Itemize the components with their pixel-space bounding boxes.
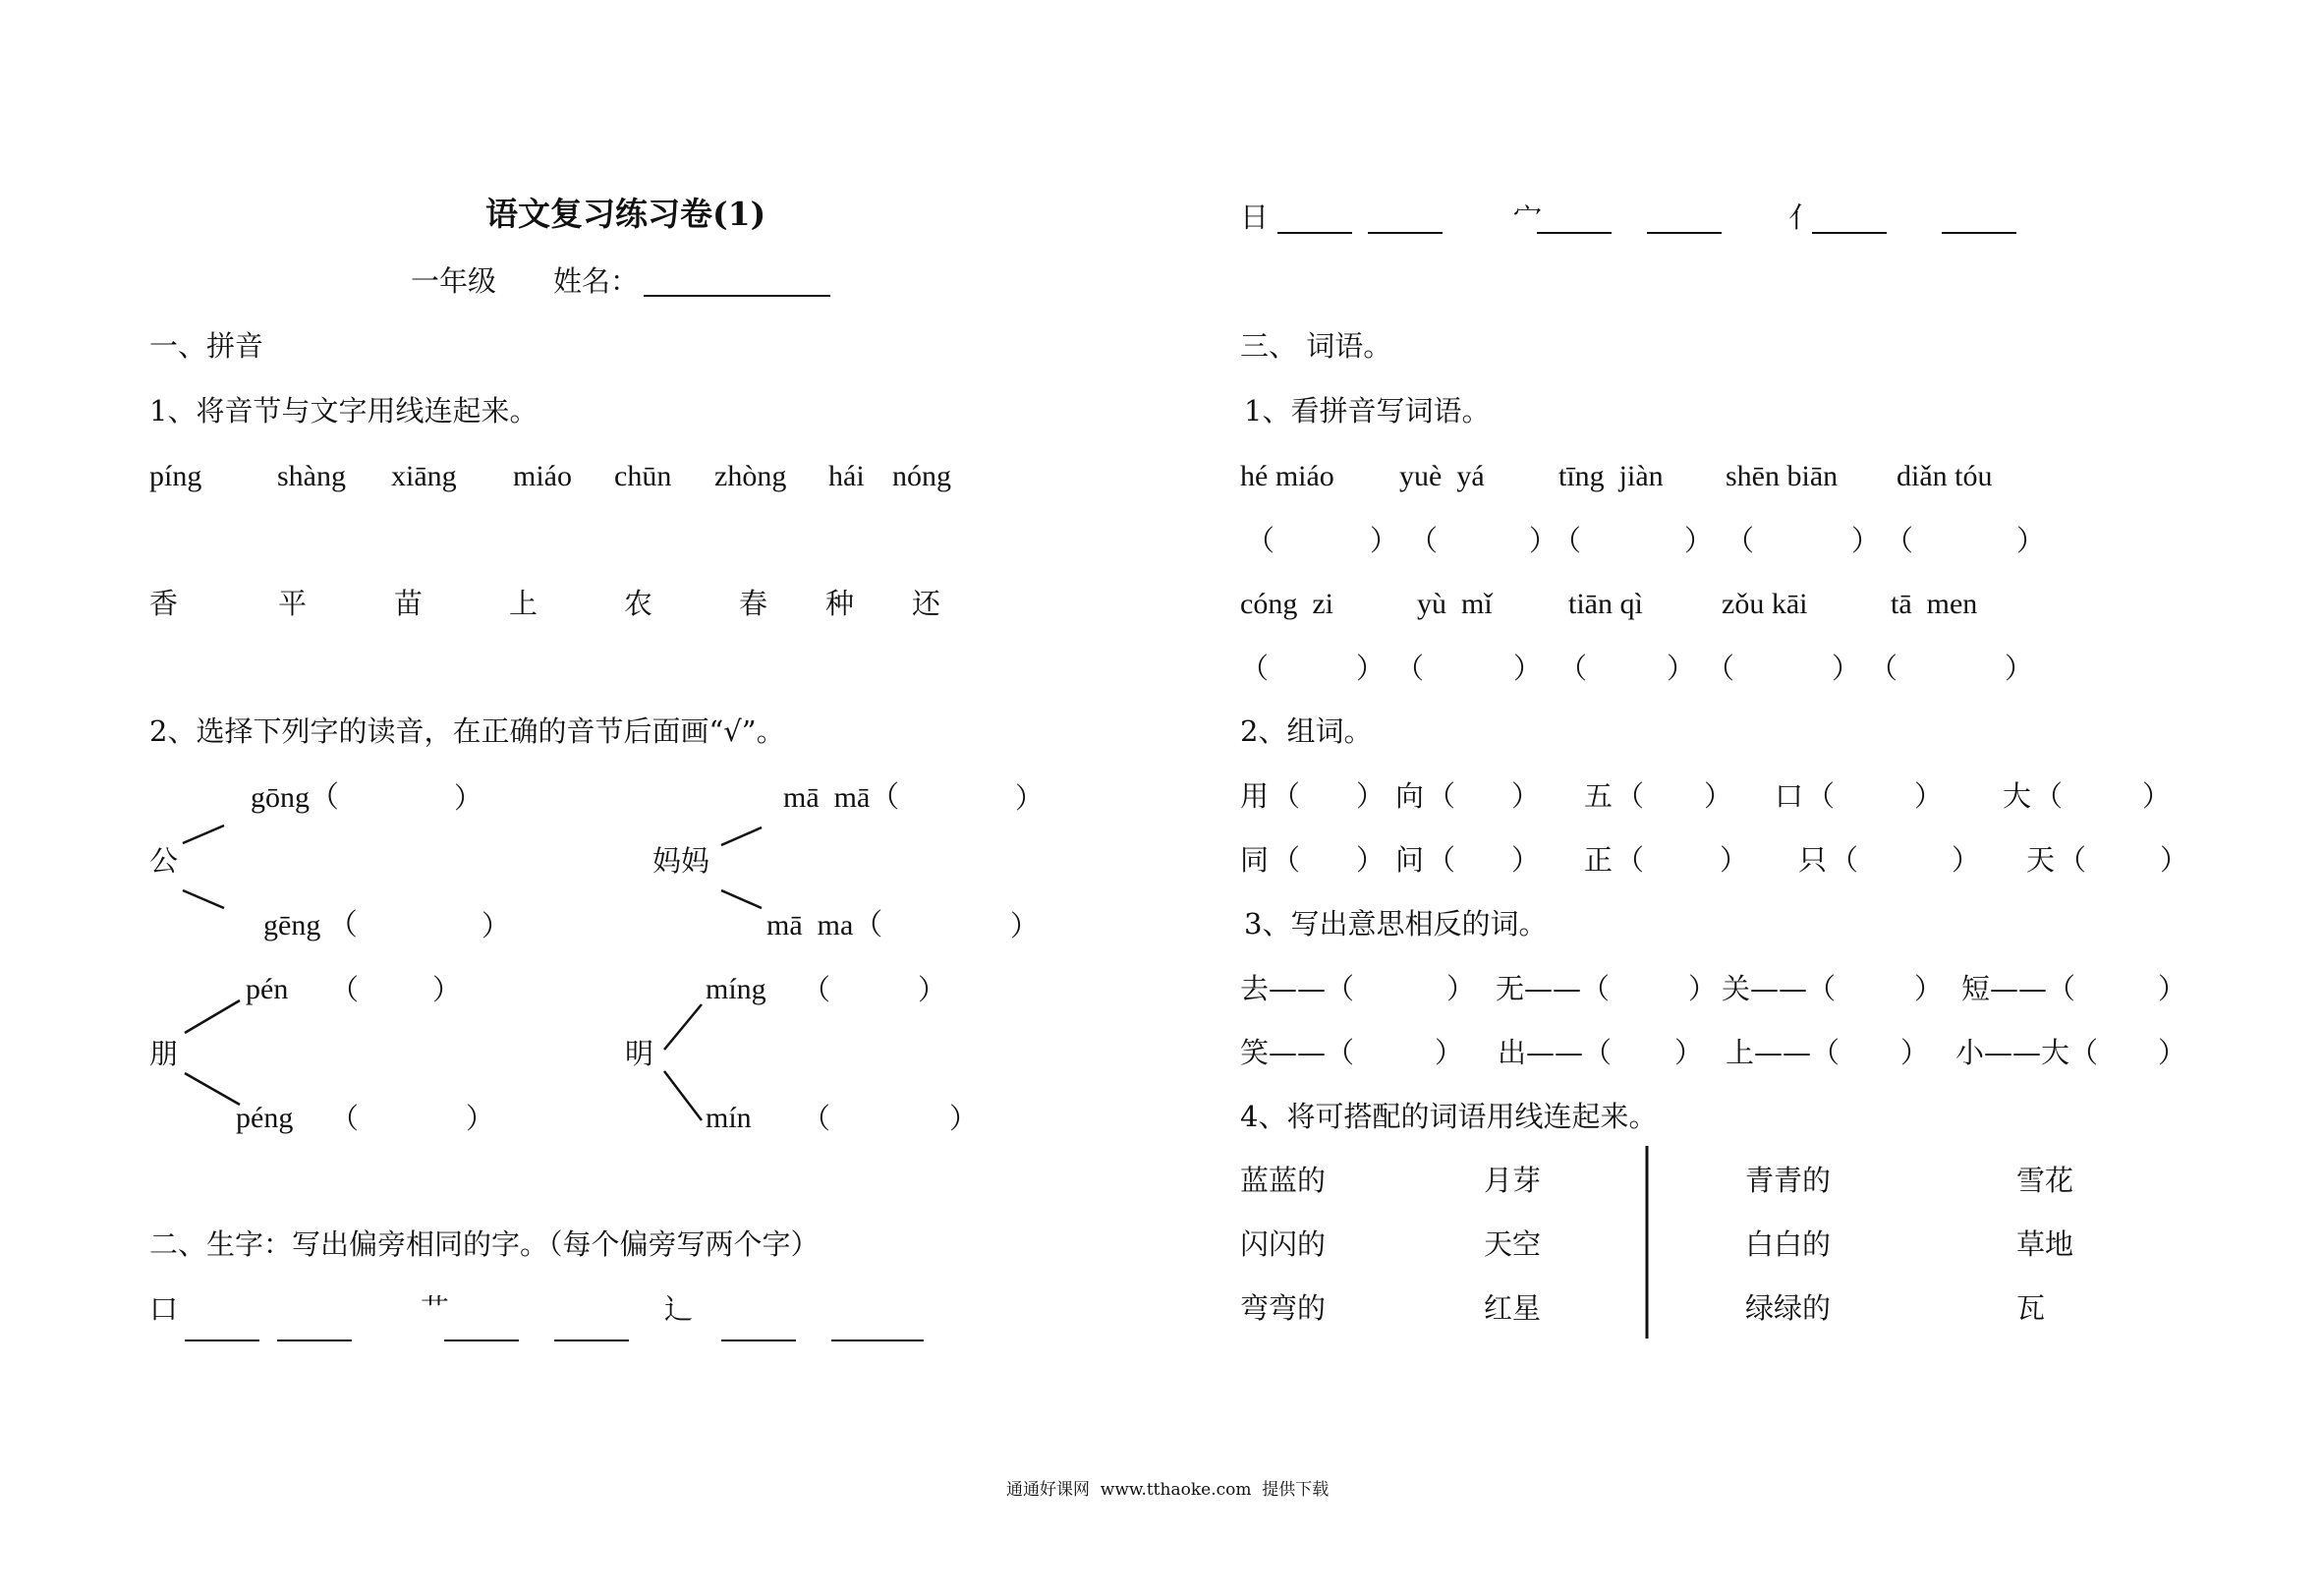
- char-mama: 妈妈: [652, 844, 710, 878]
- pinyin-item: xiāng: [391, 460, 457, 492]
- paren-close: ）: [1684, 524, 1714, 557]
- zuci-char: 同: [1240, 843, 1270, 877]
- section-2-heading: 二、生字：写出偏旁相同的字。（每个偏旁写两个字）: [149, 1227, 820, 1261]
- char-peng: 朋: [149, 1037, 179, 1070]
- antonym-item: 小——大（: [1955, 1036, 2099, 1069]
- paren-close: ）: [1511, 779, 1541, 813]
- pinyin-item: hái: [828, 460, 865, 492]
- pinyin-item: zhòng: [714, 460, 787, 492]
- radical-chuo: 辶: [664, 1292, 694, 1326]
- branch-line: [183, 890, 224, 908]
- paren-close: ）: [481, 909, 511, 942]
- branch-line: [721, 890, 762, 908]
- match-word: 瓦: [2016, 1291, 2046, 1325]
- question-1-1: 1、将音节与文字用线连起来。: [149, 394, 538, 428]
- paren-open: （: [330, 973, 360, 1006]
- paren-close: ）: [2158, 1036, 2187, 1069]
- paren-close: ）: [1914, 972, 1944, 1005]
- paren-close: ）: [1529, 524, 1558, 557]
- option-ming: míng: [706, 973, 766, 1005]
- pinyin-item: shàng: [277, 460, 346, 492]
- pinyin-word: tiān qì: [1568, 588, 1643, 620]
- paren-close: ）: [454, 781, 483, 815]
- branch-line: [183, 826, 224, 843]
- match-word: 雪花: [2016, 1164, 2074, 1197]
- antonym-item: 短——（: [1961, 972, 2076, 1005]
- paren-close: ）: [1513, 652, 1543, 685]
- pinyin-word: shēn biān: [1726, 460, 1839, 492]
- question-3-4: 4、将可搭配的词语用线连起来。: [1240, 1100, 1658, 1133]
- option-min: mín: [706, 1102, 752, 1134]
- match-word: 青青的: [1745, 1164, 1832, 1197]
- paren-open: （: [1806, 779, 1836, 813]
- match-word: 绿绿的: [1745, 1291, 1832, 1325]
- paren-close: ）: [1952, 843, 1981, 877]
- match-word: 月芽: [1484, 1164, 1542, 1197]
- paren-open: （: [1395, 652, 1425, 685]
- radical-kou: 口: [149, 1292, 179, 1326]
- match-word: 天空: [1484, 1227, 1542, 1261]
- paren-close: ）: [2160, 843, 2189, 877]
- paren-close: ）: [1900, 1036, 1930, 1069]
- radical-cao: 艹: [421, 1292, 450, 1326]
- pinyin-word: zǒu kāi: [1722, 588, 1808, 620]
- match-word: 闪闪的: [1240, 1227, 1327, 1261]
- pinyin-word: yuè yá: [1399, 460, 1485, 492]
- paren-close: ）: [1356, 843, 1386, 877]
- paren-open: （: [1558, 652, 1588, 685]
- antonym-item: 上——（: [1726, 1036, 1841, 1069]
- paren-close: ）: [1832, 652, 1861, 685]
- pinyin-word: yù mǐ: [1417, 588, 1493, 620]
- paren-close: ）: [2158, 972, 2187, 1005]
- paren-close: ）: [1356, 779, 1386, 813]
- antonym-item: 出——（: [1498, 1036, 1613, 1069]
- zuci-char: 只: [1798, 843, 1828, 877]
- zuci-char: 向: [1395, 779, 1425, 813]
- antonym-item: 关——（: [1722, 972, 1837, 1005]
- branch-line: [185, 1073, 240, 1105]
- antonym-item: 笑——（: [1240, 1036, 1355, 1069]
- question-3-3: 3、写出意思相反的词。: [1244, 907, 1548, 940]
- pinyin-item: chūn: [614, 460, 672, 492]
- zuci-char: 用: [1240, 779, 1270, 813]
- radical-mian: 宀: [1513, 200, 1543, 234]
- option-mama-2: mā ma（: [766, 909, 883, 941]
- question-3-2: 2、组词。: [1240, 714, 1373, 748]
- paren-close: ）: [1446, 972, 1476, 1005]
- paren-close: ）: [432, 973, 462, 1006]
- paren-open: （: [1409, 524, 1439, 557]
- paren-close: ）: [1914, 779, 1944, 813]
- radical-ren: 亻: [1788, 200, 1818, 234]
- question-1-2: 2、选择下列字的读音，在正确的音节后面画“√”。: [149, 714, 785, 748]
- paren-open: （: [2034, 779, 2064, 813]
- branch-line: [185, 1000, 240, 1033]
- character-item: 平: [278, 587, 308, 620]
- zuci-char: 口: [1775, 779, 1804, 813]
- paren-open: （: [802, 1102, 831, 1135]
- char-gong: 公: [149, 844, 179, 878]
- paren-open: （: [1427, 779, 1456, 813]
- paren-open: （: [1240, 652, 1270, 685]
- paren-open: （: [1553, 524, 1582, 557]
- pinyin-word: hé miáo: [1240, 460, 1334, 492]
- zuci-char: 天: [2026, 843, 2056, 877]
- pinyin-item: píng: [149, 460, 202, 492]
- character-item: 还: [912, 587, 941, 620]
- match-word: 弯弯的: [1240, 1291, 1327, 1325]
- paren-close: ）: [2016, 524, 2046, 557]
- paren-close: ）: [1010, 909, 1040, 942]
- zuci-char: 正: [1584, 843, 1614, 877]
- paren-close: ）: [1674, 1036, 1704, 1069]
- match-word: 蓝蓝的: [1240, 1164, 1327, 1197]
- question-3-1: 1、看拼音写词语。: [1244, 394, 1491, 428]
- paren-open: （: [1427, 843, 1456, 877]
- paren-close: ）: [1704, 779, 1733, 813]
- zuci-char: 大: [2003, 779, 2032, 813]
- match-word: 草地: [2016, 1227, 2074, 1261]
- pinyin-item: nóng: [892, 460, 951, 492]
- footer-text: 通通好课网 www.tthaoke.com 提供下载: [1006, 1480, 1330, 1500]
- paren-close: ）: [1435, 1036, 1464, 1069]
- character-item: 苗: [394, 587, 424, 620]
- paren-open: （: [1246, 524, 1275, 557]
- paren-close: ）: [1511, 843, 1541, 877]
- paren-open: （: [1830, 843, 1859, 877]
- character-item: 种: [825, 587, 855, 620]
- paren-open: （: [1272, 779, 1301, 813]
- page-title: 语文复习练习卷(1): [485, 195, 766, 233]
- paren-close: ）: [466, 1102, 495, 1135]
- option-gong: gōng（: [251, 781, 339, 814]
- character-item: 香: [149, 587, 179, 620]
- paren-close: ）: [2005, 652, 2034, 685]
- paren-open: （: [1272, 843, 1301, 877]
- paren-open: （: [1885, 524, 1914, 557]
- pinyin-word: diǎn tóu: [1897, 460, 1993, 492]
- paren-close: ）: [918, 973, 947, 1006]
- grade-label: 一年级: [411, 264, 497, 298]
- paren-open: （: [330, 1102, 360, 1135]
- option-geng: gēng （: [263, 909, 358, 941]
- character-item: 农: [624, 587, 653, 620]
- paren-open: （: [1869, 652, 1898, 685]
- antonym-item: 无——（: [1496, 972, 1611, 1005]
- option-pen: pén: [246, 973, 289, 1005]
- branch-line: [721, 827, 762, 845]
- paren-open: （: [1726, 524, 1755, 557]
- pinyin-word: cóng zi: [1240, 588, 1333, 620]
- antonym-item: 去——（: [1240, 972, 1355, 1005]
- name-label: 姓名：: [553, 264, 640, 298]
- paren-close: ）: [1015, 781, 1045, 815]
- paren-close: ）: [1720, 843, 1749, 877]
- radical-ri: 日: [1240, 200, 1270, 234]
- pinyin-word: tā men: [1891, 588, 1978, 620]
- paren-close: ）: [1688, 972, 1718, 1005]
- paren-open: （: [1615, 779, 1645, 813]
- match-word: 白白的: [1745, 1227, 1832, 1261]
- paren-close: ）: [1667, 652, 1696, 685]
- match-word: 红星: [1484, 1291, 1542, 1325]
- paren-close: ）: [1851, 524, 1881, 557]
- pinyin-word: tīng jiàn: [1558, 460, 1664, 492]
- pinyin-item: miáo: [513, 460, 572, 492]
- paren-open: （: [1615, 843, 1645, 877]
- char-ming: 明: [625, 1037, 654, 1070]
- paren-open: （: [2058, 843, 2087, 877]
- paren-open: （: [1706, 652, 1735, 685]
- character-item: 上: [509, 587, 538, 620]
- option-peng: péng: [236, 1102, 294, 1134]
- paren-close: ）: [2142, 779, 2172, 813]
- zuci-char: 问: [1395, 843, 1425, 877]
- paren-close: ）: [1370, 524, 1399, 557]
- section-3-heading: 三、 词语。: [1240, 329, 1392, 363]
- character-item: 春: [739, 587, 768, 620]
- option-mama-1: mā mā（: [783, 781, 900, 814]
- zuci-char: 五: [1584, 779, 1614, 813]
- paren-close: ）: [949, 1102, 979, 1135]
- branch-line: [664, 1071, 702, 1120]
- paren-close: ）: [1356, 652, 1386, 685]
- branch-line: [664, 1004, 702, 1050]
- paren-open: （: [802, 973, 831, 1006]
- section-1-heading: 一、拼音: [149, 329, 264, 363]
